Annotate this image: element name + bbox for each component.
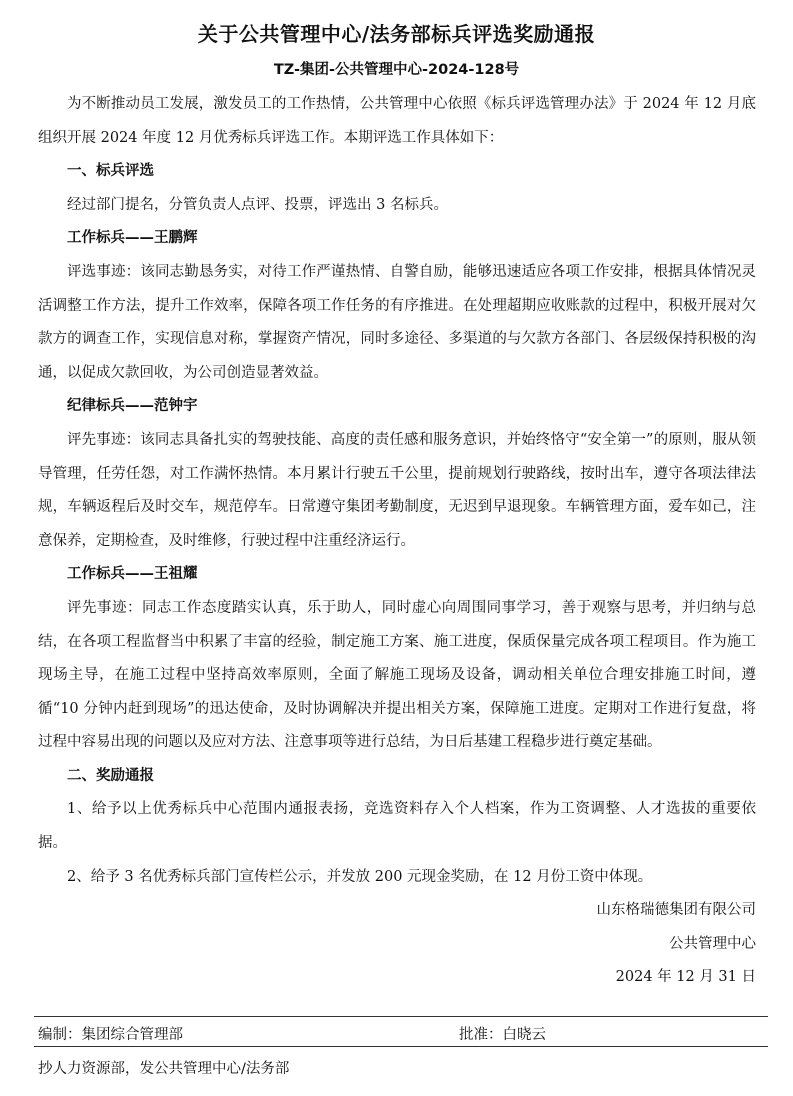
award3-paragraph: 评先事迹：同志工作态度踏实认真，乐于助人，同时虚心向周围同事学习，善于观察与思考，并归纳与总结，在各项工程监督当中积累了丰富的经验，制定施工方案、施工进度，保质保量完成各项工程项目。作为施工现场主导，在施工过程中坚持高效率原则，全面了解施工现场及设备，调动相关单位合理安排施工时间，遵循“10 分钟内赶到现场”的迅达使命，及时协调解决并提出相关方案，保障施工进度。定期对工作进行复盘，将过程中容易出现的问题以及应对方法、注意事项等进行总结，为日后基建工程稳步进行奠定基础。 bbox=[38, 599, 756, 751]
document-number: TZ-集团-公共管理中心-2024-128号 bbox=[273, 62, 520, 78]
award1-paragraph: 评选事迹：该同志勤恳务实，对待工作严谨热情、自警自励，能够迅速适应各项工作安排，根据具体情况灵活调整工作方法，提升工作效率，保障各项工作任务的有序推进。在处理超期应收账款的过程中，积极开展对欠款方的调查工作，实现信息对称，掌握资产情况，同时多途径、多渠道的与欠款方各部门、各层级保持积极的沟通，以促成欠款回收，为公司创造显著效益。 bbox=[38, 263, 756, 381]
award1-heading: 工作标兵——王鹏辉 bbox=[67, 230, 198, 247]
footer-cc: 抄人力资源部，发公共管理中心/法务部 bbox=[38, 1061, 290, 1077]
section2-heading: 二、奖励通报 bbox=[67, 767, 154, 784]
sign-department: 公共管理中心 bbox=[669, 935, 756, 952]
footer-edit-approve-row bbox=[38, 1023, 756, 1044]
award3-heading: 工作标兵——王祖耀 bbox=[67, 566, 198, 583]
sign-company: 山东格瑞德集团有限公司 bbox=[596, 902, 756, 919]
document-title: 关于公共管理中心/法务部标兵评选奖励通报 bbox=[197, 22, 596, 46]
award2-heading: 纪律标兵——范钟宇 bbox=[67, 398, 198, 415]
signature-block bbox=[38, 894, 756, 995]
section1-heading: 一、标兵评选 bbox=[67, 163, 154, 180]
footer-divider-top bbox=[34, 1016, 768, 1017]
intro-paragraph: 为不断推动员工发展，激发员工的工作热情，公共管理中心依照《标兵评选管理办法》于 2024 年 12 月底组织开展 2024 年度 12 月优秀标兵评选工作。本期评选工作具体如下： bbox=[38, 96, 756, 146]
document-body bbox=[38, 88, 756, 995]
sign-date: 2024 年 12 月 31 日 bbox=[615, 969, 756, 986]
section1-paragraph: 经过部门提名，分管负责人点评、投票，评选出 3 名标兵。 bbox=[67, 196, 448, 213]
footer-divider-bottom bbox=[34, 1046, 768, 1047]
reward2-paragraph: 2、给予 3 名优秀标兵部门宣传栏公示，并发放 200 元现金奖励，在 12 月份工资中体现。 bbox=[67, 868, 653, 885]
reward1-paragraph: 1、给予以上优秀标兵中心范围内通报表扬，竞选资料存入个人档案，作为工资调整、人才选拔的重要依据。 bbox=[38, 801, 756, 852]
footer-approve: 批准：白晓云 bbox=[459, 1027, 546, 1043]
award2-paragraph: 评先事迹：该同志具备扎实的驾驶技能、高度的责任感和服务意识，并始终恪守“安全第一”的原则，服从领导管理，任劳任怨，对工作满怀热情。本月累计行驶五千公里，提前规划行驶路线，按时出车，遵守各项法律法规，车辆返程后及时交车，规范停车。日常遵守集团考勤制度，无迟到早退现象。车辆管理方面，爱车如己，注意保养，定期检查，及时维修，行驶过程中注重经济运行。 bbox=[38, 431, 756, 549]
footer-edit: 编制：集团综合管理部 bbox=[38, 1027, 183, 1043]
